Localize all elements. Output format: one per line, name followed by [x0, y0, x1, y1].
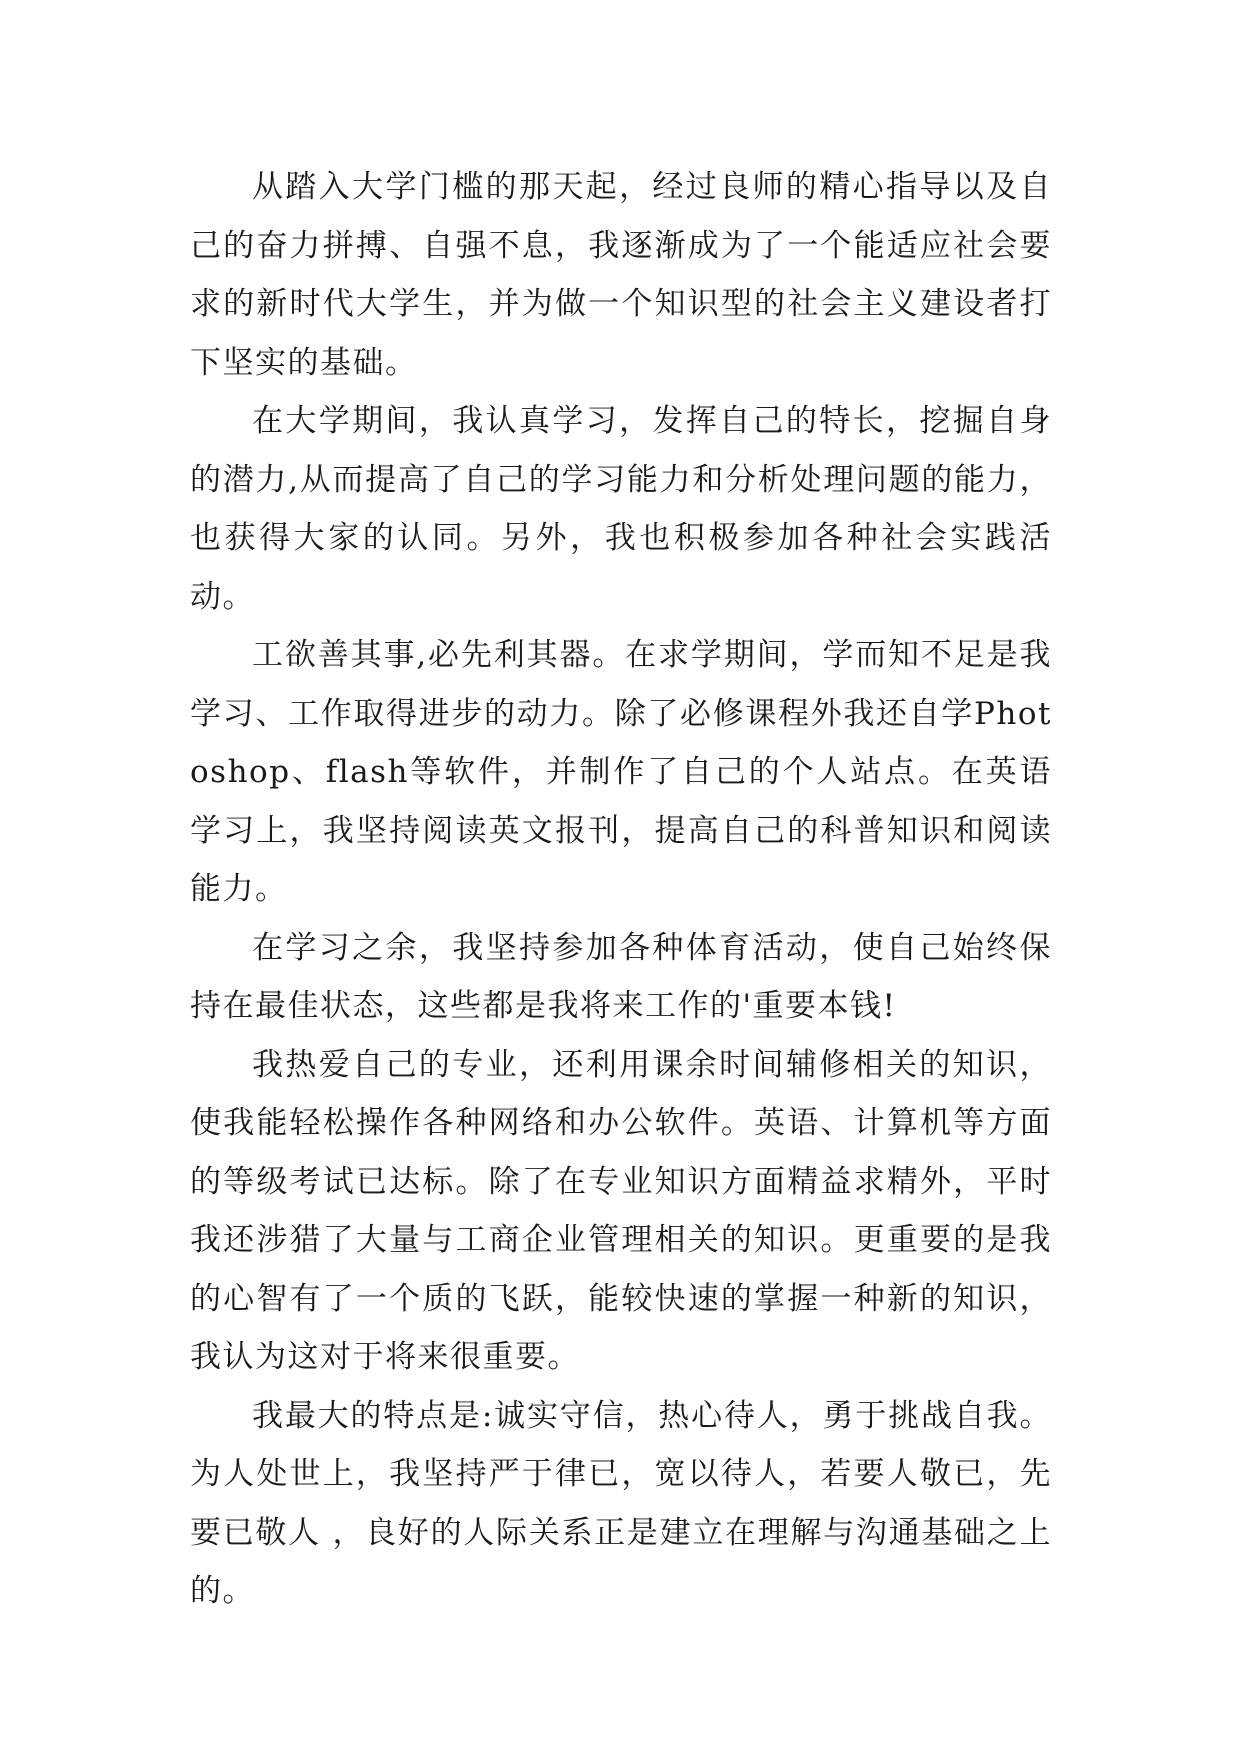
paragraph: 在大学期间，我认真学习，发挥自己的特长，挖掘自身的潜力,从而提高了自己的学习能力和分析处理问题的能力，也获得大家的认同。另外，我也积极参加各种社会实践活动。 [190, 403, 1052, 615]
paragraph: 从踏入大学门槛的那天起，经过良师的精心指导以及自己的奋力拼搏、自强不息，我逐渐成为了一个能适应社会要求的新时代大学生，并为做一个知识型的社会主义建设者打下坚实的基础。 [190, 169, 1052, 381]
paragraph: 工欲善其事,必先利其器。在求学期间，学而知不足是我学习、工作取得进步的动力。除了必修课程外我还自学Photoshop、flash等软件，并制作了自己的个人站点。在英语学习上，我坚持阅读英文报刊，提高自己的科普知识和阅读能力。 [190, 637, 1052, 907]
paragraph: 在学习之余，我坚持参加各种体育活动，使自己始终保持在最佳状态，这些都是我将来工作的'重要本钱! [190, 929, 1052, 1024]
paragraph: 我最大的特点是:诚实守信，热心待人，勇于挑战自我。为人处世上，我坚持严于律已，宽以待人，若要人敬已，先要已敬人 ，良好的人际关系正是建立在理解与沟通基础之上的。 [190, 1397, 1052, 1609]
document-body [190, 158, 1052, 1621]
paragraph: 我热爱自己的专业，还利用课余时间辅修相关的知识，使我能轻松操作各种网络和办公软件。英语、计算机等方面的等级考试已达标。除了在专业知识方面精益求精外，平时我还涉猎了大量与工商企业管理相关的知识。更重要的是我的心智有了一个质的飞跃，能较快速的掌握一种新的知识，我认为这对于将来很重要。 [190, 1046, 1052, 1375]
